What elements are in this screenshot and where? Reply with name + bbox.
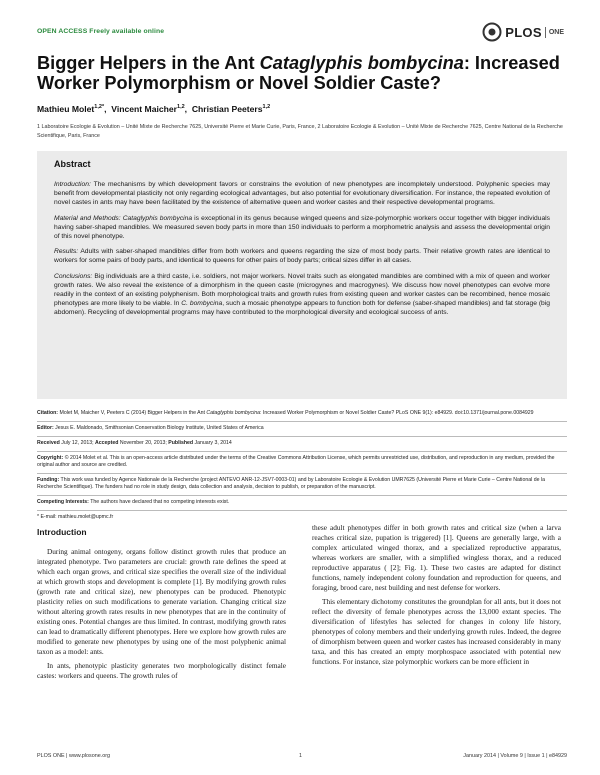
copyright: Copyright: © 2014 Molet et al. This is an open-access article distributed under the terms of the Creative Commons Attribution License, which permits unrestricted use, distribution, and reproduction in any medium, provided the original author and source are credited. (37, 452, 567, 474)
page-number: 1 (299, 753, 302, 759)
body-column-left (37, 527, 286, 685)
footer-issue: January 2014 | Volume 9 | Issue 1 | e84929 (463, 753, 567, 759)
page-footer (37, 753, 567, 763)
author-name[interactable]: Mathieu Molet$^{1,2*}$ (37, 104, 105, 114)
abstract-results: Results: Adults with saber-shaped mandibles differ from both workers and queens regarding the size of most body parts. Their relative growth rates are identical to workers for some pairs of body parts, and identical to queens for other pairs of body parts; critical sizes differ in all cases. (54, 248, 550, 264)
abstract-box (37, 151, 567, 399)
introduction-heading: Introduction (37, 527, 87, 537)
abstract-body (54, 180, 550, 323)
paragraph: these adult phenotypes differ in both growth rates and critical size (when a larva reaches critical size, pupation is triggered) [1]. Queens are generally large, with a complex articulated winged thorax, and a specialized reproductive apparatus, whereas workers are smaller, with a simplified wingless thorax, and a reduced reproductive apparatus ( [2]; Fig. 1). These two castes are adapted for distinct functions, namely independent colony foundation and reproduction for queens, and foraging, brood care, nest building and nest defense for workers. (312, 523, 561, 592)
funding: Funding: This work was funded by Agence Nationale de la Recherche (project ANTEVO ANR-12-JSV7-0003-01) and by Laboratoire Ecologie & Evolution UMR7625 (Université Pierre et Marie Curie – Centre National de la Recherche Scientifique). The funders had no role in study design, data collection and analysis, decision to publish, or preparation of the manuscript. (37, 474, 567, 496)
journal-name: ONE (548, 28, 564, 36)
paragraph: This elementary dichotomy constitutes the groundplan for all ants, but it does not reflect the diversity of female phenotypes across the 13,000 extant species. The diversification of lifestyles has selected for changes in colony life history, phenotypes of colony members and their underlying growth rules. Indeed, the degree of dimorphism between queen and worker castes has increased considerably in many taxa, and this has created an empty morphospace associated with potential new functions. For instance, size polymorphic workers can be more efficient in (312, 597, 561, 666)
dates: Received July 12, 2013; Accepted November 20, 2013; Published January 3, 2014 (37, 437, 567, 452)
plos-wordmark: PLOS (505, 24, 542, 40)
contact-email[interactable]: * E-mail: mathieu.molet@upmc.fr (37, 514, 114, 520)
paragraph: In ants, phenotypic plasticity generates two morphologically distinct female castes: workers and queens. The growth rules of (37, 661, 286, 680)
competing-interests: Competing Interests: The authors have declared that no competing interests exist. (37, 496, 567, 511)
author-list: Mathieu Molet$^{1,2*}$, Vincent Maicher$^{1,2}$, Christian Peeters$^{1,2}$ (37, 104, 271, 114)
open-access-label: OPEN ACCESS Freely available online (37, 28, 165, 35)
abstract-heading: Abstract (54, 159, 91, 169)
open-access-badge[interactable] (37, 28, 164, 35)
page-header (37, 22, 564, 42)
body-column-right (312, 523, 561, 671)
abstract-introduction: Introduction: The mechanisms by which development favors or constrains the evolution of new phenotypes are incompletely understood. Polyphenic species may benefit from developmental plasticity not only regarding ecological advantages, but also potential for evolutionary diversification. For instance, the repeated evolution of novel castes in ants may have been facilitated by the existence of alternative queen and worker castes and their respective developmental programs. (54, 181, 550, 206)
article-title: Bigger Helpers in the Ant Cataglyphis bombycina: Increased Worker Polymorphism or Novel Soldier Caste? (37, 53, 560, 93)
paragraph: During animal ontogeny, organs follow distinct growth rules that produce an integrated phenotype. Two parameters are crucial: growth rate defines the speed at which each organ grows, and critical size specifies the overall size of the individual at which growth stops and development is complete [1]. By modifying growth rules (growth rate and critical size), new phenotypes can be produced. Phenotypic plasticity relies on such modifications to generate variation. Changing critical size without altering growth rates results in new phenotypes that are in the continuity of existing ones. Potential changes are thus limited. In contrast, modifying growth rates can lead to dramatically different phenotypes. Here we explore how growth rules are modified to generate new phenotypes by using one of the most polyphenic animal taxon as a model: ants. (37, 547, 286, 656)
citation: Citation: Molet M, Maicher V, Peeters C (2014) Bigger Helpers in the Ant Cataglyphis bombycina: Increased Worker Polymorphism or Novel Soldier Caste? PLoS ONE 9(1): e84929. doi:10.1371/journal.pone.0084929 (37, 407, 567, 422)
abstract-methods: Material and Methods: Cataglyphis bombycina is exceptional in its genus because winged queens and size-polymorphic workers occur together with bigger individuals having saber-shaped mandibles. We measured seven body parts in more than 150 individuals to perform a morphometric analysis and assess the developmental origin of this novel phenotype. (54, 214, 550, 240)
author-name[interactable]: Vincent Maicher$^{1,2}$ (111, 104, 185, 114)
plos-logo-icon (482, 22, 502, 42)
editor: Editor: Jesus E. Maldonado, Smithsonian Conservation Biology Institute, United States of America (37, 422, 567, 437)
abstract-conclusions: Conclusions: Big individuals are a third caste, i.e. soldiers, not major workers. Novel traits such as elongated mandibles are combined with a mix of queen and worker growth rates. We also reveal the existence of a dimorphism in the queen caste (microgynes and macrogynes). We discuss how novel phenotypes can evolve more readily in the context of an existing polyphenism. Both morphological traits and growth rules from existing queen and worker castes can be recombined, hence mosaic phenotypes are more likely to be viable. In C. bombycina, such a mosaic phenotype appears to function both for defense (saber-shaped mandibles) and fat storage (big abdomen). Recycling of developmental programs may have contributed to the morphological diversity and ecological success of ants. (54, 272, 550, 316)
footer-journal[interactable]: PLOS ONE | www.plosone.org (37, 753, 111, 759)
author-name[interactable]: Christian Peeters$^{1,2}$ (191, 104, 271, 114)
plos-one-logo (482, 22, 564, 42)
logo-divider (545, 27, 546, 38)
article-metadata (37, 407, 567, 525)
affiliations: 1 Laboratoire Ecologie & Evolution – Unité Mixte de Recherche 7625, Université Pierre et Marie Curie, Paris, France, 2 Laboratoire Ecologie & Evolution – Unité Mixte de Recherche 7625, Centre National de la Recherche Scientifique, Paris, France (37, 124, 563, 139)
